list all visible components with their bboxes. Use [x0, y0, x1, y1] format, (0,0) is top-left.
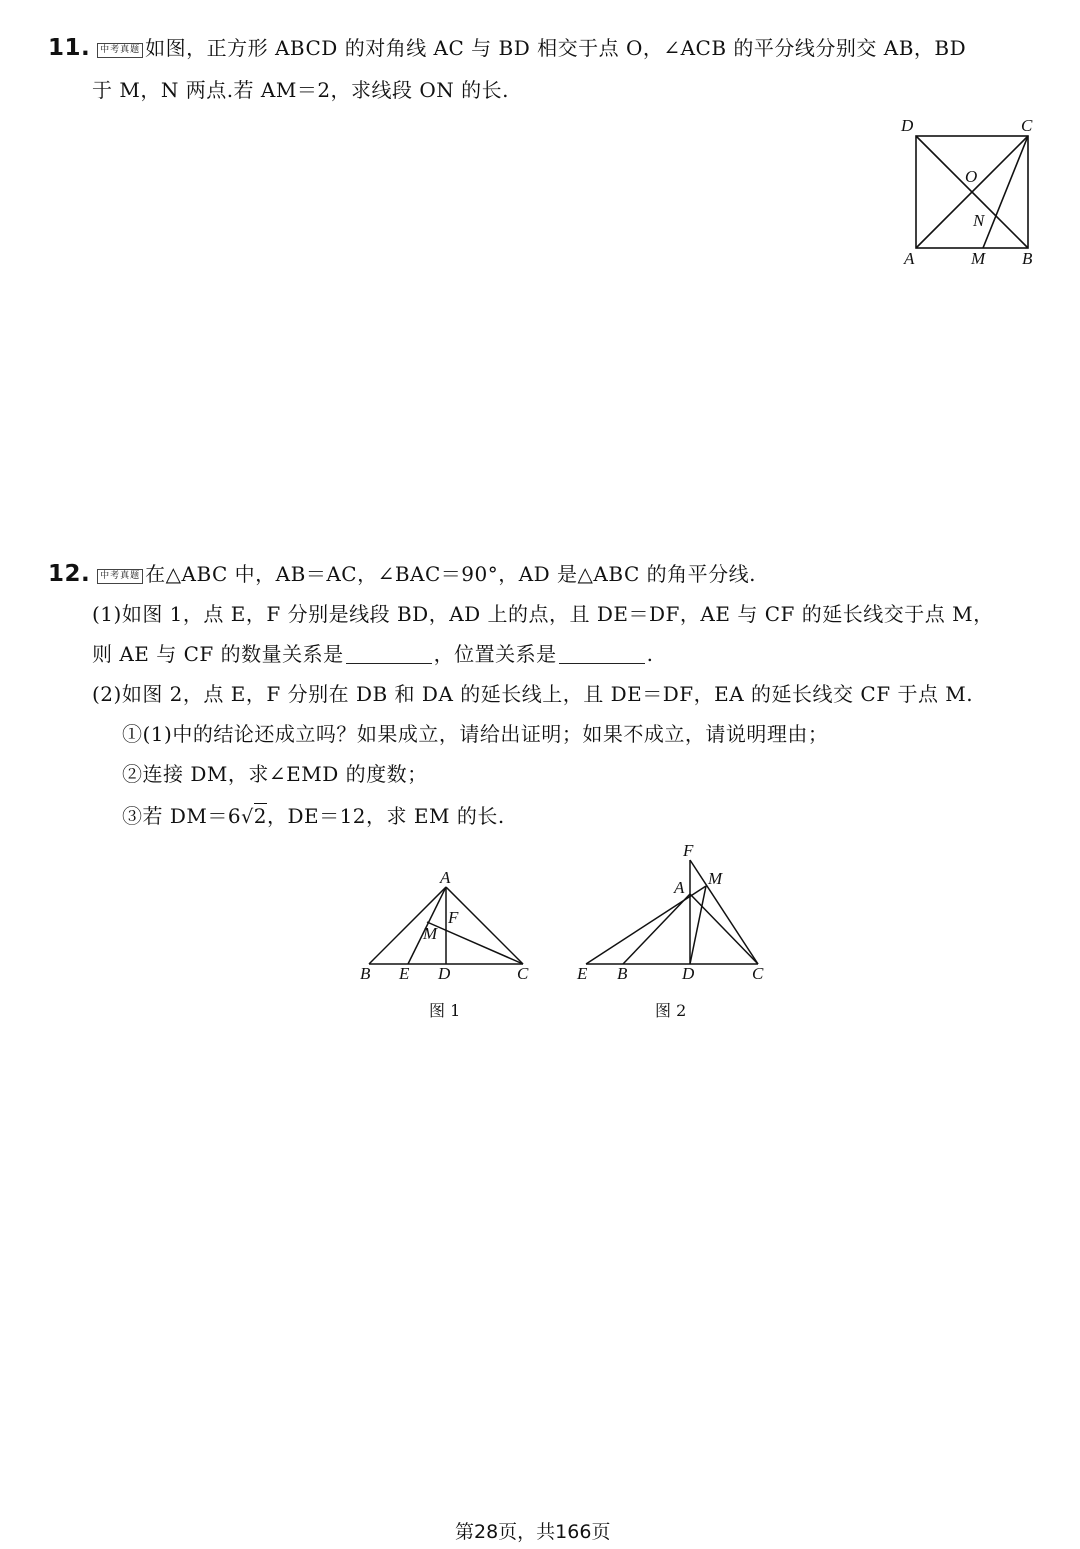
fig1-label-e: E [399, 964, 410, 983]
fig1-caption: 图 1 [429, 1001, 461, 1020]
fig2-caption: 图 2 [655, 1001, 687, 1020]
bisector-cm [983, 136, 1028, 248]
fig2-label-b: B [617, 964, 628, 983]
q11-line1 [48, 34, 966, 62]
q12-part2-line1: (2)如图 2，点 E，F 分别在 DB 和 DA 的延长线上，且 DE＝DF，EA 的延长线交 CF 于点 M. [92, 682, 974, 706]
segment-ac2 [690, 894, 758, 964]
label-a: A [904, 249, 915, 268]
page-counter: 第28页，共166页 [455, 1521, 611, 1543]
q12-figure1 [355, 868, 545, 988]
q12-figure2 [570, 838, 780, 988]
answer-blank-quantity[interactable] [346, 645, 432, 664]
q11-number: 11. [48, 35, 91, 61]
sqrt-symbol: √ [241, 806, 254, 828]
q12-tag: 中考真题 [97, 569, 143, 584]
sqrt-radicand: 2 [253, 804, 267, 828]
segment-md [690, 886, 706, 964]
fig1-label-a: A [440, 868, 451, 887]
q12-sub1: ①(1)中的结论还成立吗？如果成立，请给出证明；如果不成立，请说明理由； [122, 722, 829, 746]
fig1-label-d: D [438, 964, 451, 983]
q11-figure [895, 112, 1045, 272]
fig2-label-d: D [682, 964, 695, 983]
label-o: O [965, 167, 978, 186]
segment-cm [427, 922, 523, 964]
q11-tag: 中考真题 [97, 43, 143, 58]
fig1-label-f: F [448, 908, 459, 927]
label-m: M [971, 249, 986, 268]
fig1-label-m: M [423, 924, 438, 943]
label-b: B [1022, 249, 1033, 268]
q11-line2: 于 M，N 两点.若 AM＝2，求线段 ON 的长. [92, 78, 510, 102]
q12-part1-line1: (1)如图 1，点 E，F 分别是线段 BD，AD 上的点，且 DE＝DF，AE 与 CF 的延长线交于点 M， [92, 602, 994, 626]
label-n: N [973, 211, 985, 230]
q11-text-line1: 如图，正方形 ABCD 的对角线 AC 与 BD 相交于点 O，∠ACB 的平分线分别交 AB，BD [145, 36, 967, 60]
q12-part1-line2: 则 AE 与 CF 的数量关系是 ，位置关系是 . [92, 642, 654, 666]
label-c: C [1021, 116, 1033, 135]
q12-line1 [48, 560, 756, 588]
fig2-label-f: F [683, 841, 694, 860]
segment-ab2 [623, 894, 690, 964]
fig2-label-e: E [577, 964, 588, 983]
fig2-label-a: A [674, 878, 685, 897]
q12-number: 12. [48, 561, 91, 587]
segment-em [586, 886, 706, 964]
fig2-label-c: C [752, 964, 764, 983]
answer-blank-position[interactable] [559, 645, 645, 664]
fig2-label-m: M [708, 869, 723, 888]
q12-sub3: ③若 DM＝6√2，DE＝12，求 EM 的长. [122, 804, 505, 828]
label-d: D [901, 116, 914, 135]
fig1-label-b: B [360, 964, 371, 983]
q12-text-line1: 在△ABC 中，AB＝AC，∠BAC＝90°，AD 是△ABC 的角平分线. [145, 562, 756, 586]
fig1-label-c: C [517, 964, 529, 983]
q12-sub2: ②连接 DM，求∠EMD 的度数； [122, 762, 428, 786]
